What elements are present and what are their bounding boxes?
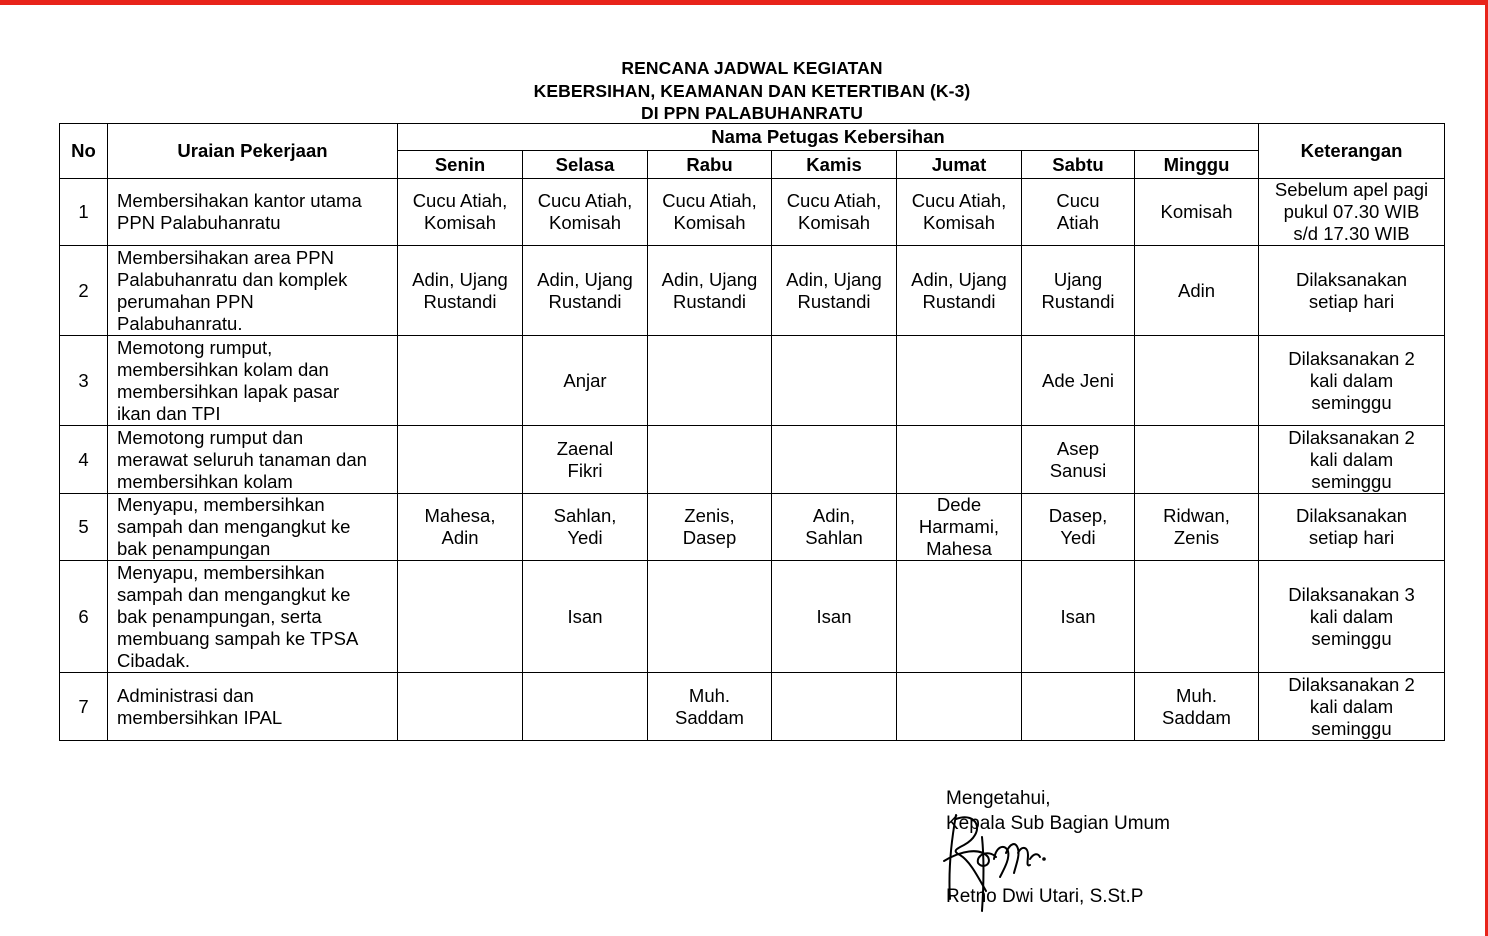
row-number: 3 (60, 336, 108, 426)
task-line: sampah dan mengangkut ke (117, 516, 351, 537)
staff-cell-jumat (897, 494, 1022, 561)
task-line: bak penampungan (117, 538, 271, 559)
notes-line: kali dalam (1309, 695, 1394, 717)
task-line: Menyapu, membersihkan (117, 494, 325, 515)
staff-cell-sabtu (1022, 336, 1135, 426)
staff-cell-rabu (648, 561, 772, 673)
staff-name-line: Harmami, (918, 516, 1000, 537)
staff-name-line: Komisah (798, 212, 870, 233)
header-notes: Keterangan (1259, 124, 1445, 179)
schedule-table (59, 123, 1445, 741)
signature-name: Retno Dwi Utari, S.St.P (946, 886, 1144, 907)
table-row (60, 561, 1445, 673)
row-number: 7 (60, 673, 108, 741)
task-line: ikan dan TPI (117, 402, 221, 424)
task-line: membersihkan kolam dan (117, 358, 329, 380)
task-line: Palabuhanratu. (117, 312, 243, 334)
table-row (60, 426, 1445, 494)
staff-cell-selasa (523, 426, 648, 494)
staff-cell-senin (398, 336, 523, 426)
staff-name-line: Isan (567, 605, 603, 627)
title-line-1: RENCANA JADWAL KEGIATAN (621, 58, 883, 78)
staff-cell-jumat (897, 673, 1022, 741)
staff-cell-minggu (1135, 426, 1259, 494)
top-red-border (0, 0, 1488, 5)
title-line-3: DI PPN PALABUHANRATU (640, 103, 864, 123)
staff-name-line: Komisah (673, 212, 746, 233)
staff-cell-minggu (1135, 179, 1259, 246)
notes-line: Sebelum apel pagi (1274, 179, 1429, 200)
header-day-sabtu: Sabtu (1022, 151, 1135, 179)
staff-name-line: Adin, Ujang (911, 268, 1007, 290)
notes-line: setiap hari (1308, 290, 1395, 312)
header-no: No (60, 124, 108, 179)
notes-cell (1259, 246, 1445, 336)
staff-cell-sabtu (1022, 179, 1135, 246)
staff-cell-kamis (772, 561, 897, 673)
task-line: membersihkan lapak pasar (117, 380, 340, 402)
schedule-body (60, 179, 1445, 741)
staff-name-line: Adin, Ujang (786, 268, 882, 290)
staff-name-line: Ridwan, (1163, 505, 1230, 526)
staff-name-line: Muh. (688, 684, 731, 706)
staff-cell-minggu (1135, 246, 1259, 336)
staff-name-line: Adin, (812, 505, 856, 526)
staff-name-line: Adin (1177, 279, 1216, 301)
task-line: Administrasi dan (117, 684, 254, 706)
staff-cell-minggu (1135, 336, 1259, 426)
staff-cell-senin (398, 246, 523, 336)
header-task: Uraian Pekerjaan (108, 124, 398, 179)
staff-cell-sabtu (1022, 561, 1135, 673)
staff-cell-minggu (1135, 561, 1259, 673)
staff-cell-jumat (897, 246, 1022, 336)
staff-cell-senin (398, 426, 523, 494)
staff-cell-selasa (523, 179, 648, 246)
notes-line: kali dalam (1309, 605, 1394, 627)
notes-line: s/d 17.30 WIB (1293, 223, 1410, 244)
row-number: 4 (60, 426, 108, 494)
task-line: membuang sampah ke TPSA (117, 627, 359, 649)
staff-cell-jumat (897, 336, 1022, 426)
staff-name-line: Sahlan, (553, 505, 617, 526)
task-line: Membersihakan area PPN (117, 246, 334, 268)
task-description (108, 561, 398, 673)
staff-name-line: Rustandi (1041, 290, 1115, 312)
staff-name-line: Zenis, (684, 505, 735, 526)
notes-cell (1259, 426, 1445, 494)
staff-cell-senin (398, 494, 523, 561)
staff-cell-jumat (897, 561, 1022, 673)
staff-name-line: Fikri (567, 459, 603, 481)
notes-line: Dilaksanakan 2 (1288, 426, 1415, 448)
task-line: perumahan PPN (117, 290, 254, 312)
header-day-rabu: Rabu (648, 151, 772, 179)
staff-cell-kamis (772, 494, 897, 561)
staff-cell-senin (398, 561, 523, 673)
staff-name-line: Rustandi (922, 290, 996, 312)
staff-cell-senin (398, 179, 523, 246)
task-description (108, 426, 398, 494)
row-number: 2 (60, 246, 108, 336)
staff-name-line: Anjar (563, 369, 607, 391)
staff-cell-sabtu (1022, 246, 1135, 336)
row-number: 6 (60, 561, 108, 673)
staff-name-line: Komisah (549, 212, 621, 233)
row-number: 1 (60, 179, 108, 246)
staff-cell-selasa (523, 494, 648, 561)
staff-name-line: Cucu Atiah, (412, 190, 508, 211)
document-title (0, 57, 1488, 125)
staff-cell-selasa (523, 336, 648, 426)
staff-cell-jumat (897, 179, 1022, 246)
staff-name-line: Rustandi (672, 290, 746, 312)
task-line: Cibadak. (117, 649, 191, 671)
task-line: Palabuhanratu dan komplek (117, 268, 348, 290)
staff-name-line: Komisah (1160, 201, 1233, 222)
row-number: 5 (60, 494, 108, 561)
task-line: Membersihakan kantor utama (117, 190, 362, 211)
staff-name-line: Cucu Atiah, (786, 190, 882, 211)
staff-cell-minggu (1135, 494, 1259, 561)
notes-cell (1259, 179, 1445, 246)
staff-name-line: Zaenal (556, 437, 614, 459)
staff-cell-sabtu (1022, 494, 1135, 561)
notes-line: Dilaksanakan 2 (1288, 347, 1415, 369)
staff-cell-kamis (772, 179, 897, 246)
staff-cell-rabu (648, 179, 772, 246)
staff-name-line: Isan (816, 605, 852, 627)
staff-name-line: Adin, Ujang (537, 268, 633, 290)
staff-name-line: Rustandi (548, 290, 622, 312)
staff-name-line: Komisah (424, 212, 496, 233)
staff-cell-kamis (772, 336, 897, 426)
title-line-2: KEBERSIHAN, KEAMANAN DAN KETERTIBAN (K-3) (533, 80, 971, 101)
notes-line: setiap hari (1308, 527, 1395, 548)
staff-name-line: Komisah (923, 212, 995, 233)
staff-cell-kamis (772, 426, 897, 494)
staff-cell-selasa (523, 246, 648, 336)
notes-cell (1259, 336, 1445, 426)
table-row (60, 673, 1445, 741)
staff-name-line: Dede (936, 494, 982, 515)
notes-cell (1259, 673, 1445, 741)
task-line: sampah dan mengangkut ke (117, 583, 351, 605)
staff-name-line: Isan (1060, 605, 1096, 627)
header-staff-group: Nama Petugas Kebersihan (398, 124, 1259, 151)
task-description (108, 494, 398, 561)
staff-name-line: Cucu Atiah, (537, 190, 633, 211)
staff-name-line: Rustandi (423, 290, 497, 312)
table-row (60, 246, 1445, 336)
task-line: Menyapu, membersihkan (117, 561, 325, 583)
task-line: PPN Palabuhanratu (117, 212, 281, 233)
staff-cell-jumat (897, 426, 1022, 494)
staff-name-line: Adin, Ujang (661, 268, 758, 290)
staff-name-line: Rustandi (797, 290, 871, 312)
notes-line: Dilaksanakan 2 (1288, 673, 1415, 695)
staff-cell-kamis (772, 673, 897, 741)
staff-cell-rabu (648, 673, 772, 741)
notes-line: kali dalam (1309, 369, 1394, 391)
staff-name-line: Cucu Atiah, (911, 190, 1007, 211)
notes-line: Dilaksanakan (1295, 268, 1408, 290)
staff-name-line: Ujang (1053, 268, 1103, 290)
staff-name-line: Asep (1056, 437, 1100, 459)
table-row (60, 494, 1445, 561)
task-line: membersihkan IPAL (117, 706, 283, 728)
staff-name-line: Mahesa, (424, 505, 496, 526)
staff-name-line: Saddam (1162, 706, 1231, 728)
signature-role: Kepala Sub Bagian Umum (946, 813, 1170, 834)
staff-name-line: Sahlan (805, 527, 863, 548)
staff-name-line: Yedi (1060, 527, 1096, 548)
notes-cell (1259, 494, 1445, 561)
notes-line: seminggu (1311, 470, 1392, 492)
staff-cell-sabtu (1022, 673, 1135, 741)
staff-cell-sabtu (1022, 426, 1135, 494)
staff-cell-kamis (772, 246, 897, 336)
staff-name-line: Cucu Atiah, (662, 190, 757, 211)
staff-name-line: Atiah (1056, 212, 1100, 233)
notes-line: seminggu (1311, 391, 1392, 413)
task-line: bak penampungan, serta (117, 605, 322, 627)
header-day-selasa: Selasa (523, 151, 648, 179)
staff-name-line: Saddam (675, 706, 744, 728)
staff-name-line: Adin (441, 527, 479, 548)
signature-acknowledged-label: Mengetahui, (946, 788, 1051, 809)
header-day-kamis: Kamis (772, 151, 897, 179)
task-description (108, 673, 398, 741)
notes-line: Dilaksanakan 3 (1288, 583, 1415, 605)
notes-line: pukul 07.30 WIB (1283, 201, 1420, 222)
task-line: membersihkan kolam (117, 470, 293, 492)
staff-cell-rabu (648, 336, 772, 426)
header-day-jumat: Jumat (897, 151, 1022, 179)
staff-name-line: Ade Jeni (1042, 369, 1114, 391)
staff-name-line: Zenis (1173, 527, 1220, 548)
notes-cell (1259, 561, 1445, 673)
task-line: Memotong rumput dan (117, 426, 304, 448)
staff-cell-rabu (648, 426, 772, 494)
staff-cell-selasa (523, 673, 648, 741)
staff-name-line: Dasep, (1048, 505, 1108, 526)
notes-line: Dilaksanakan (1295, 505, 1408, 526)
table-row (60, 179, 1445, 246)
staff-name-line: Mahesa (926, 538, 992, 559)
staff-cell-senin (398, 673, 523, 741)
staff-name-line: Dasep (682, 527, 737, 548)
staff-name-line: Adin, Ujang (412, 268, 508, 290)
staff-name-line: Yedi (567, 527, 603, 548)
task-line: merawat seluruh tanaman dan (117, 448, 367, 470)
staff-cell-minggu (1135, 673, 1259, 741)
task-line: Memotong rumput, (117, 336, 273, 358)
notes-line: seminggu (1311, 627, 1392, 649)
notes-line: kali dalam (1309, 448, 1394, 470)
header-day-minggu: Minggu (1135, 151, 1259, 179)
header-row-top (60, 124, 1445, 151)
notes-line: seminggu (1311, 717, 1392, 739)
staff-cell-rabu (648, 494, 772, 561)
task-description (108, 336, 398, 426)
header-day-senin: Senin (398, 151, 523, 179)
table-row (60, 336, 1445, 426)
staff-cell-rabu (648, 246, 772, 336)
staff-cell-selasa (523, 561, 648, 673)
task-description (108, 246, 398, 336)
task-description (108, 179, 398, 246)
staff-name-line: Sanusi (1049, 459, 1107, 481)
staff-name-line: Cucu (1056, 190, 1100, 211)
staff-name-line: Muh. (1175, 684, 1218, 706)
